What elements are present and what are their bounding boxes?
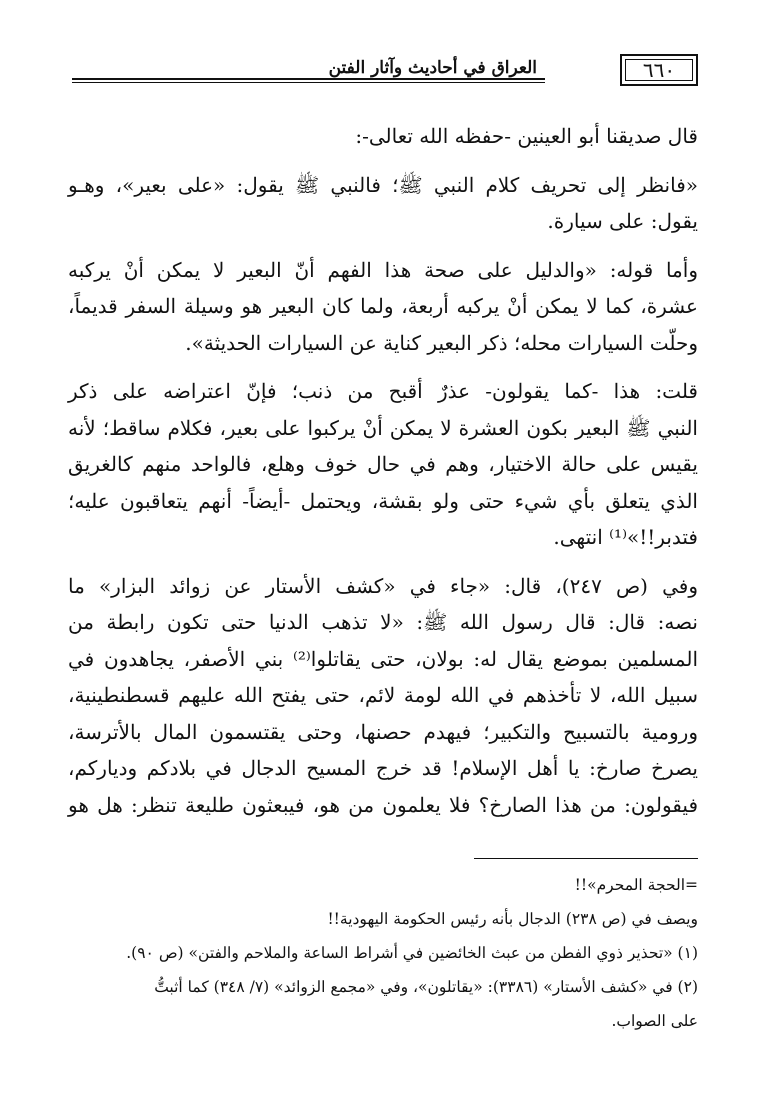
text-line: وفي (ص ٢٤٧)، قال: «جاء في «كشف الأستار عن زوائد البزار» ما: [68, 573, 698, 598]
footnote-line: =الحجة المحرم»!!: [574, 876, 698, 894]
text-line: ورومية بالتسبيح والتكبير؛ فيهدم حصنها، وحتى يقتسمون المال بالأترسة،: [68, 719, 698, 744]
footnotes: [68, 868, 698, 1038]
page-number: ٦٦٠: [620, 54, 698, 86]
text-line: قلت: هذا -كما يقولون- عذرٌ أقبح من ذنب؛ فإنّ اعتراضه على ذكر: [68, 379, 698, 403]
header-rule: [72, 78, 545, 80]
footnote-separator: [474, 858, 698, 859]
text-line: قال صديقنا أبو العينين -حفظه الله تعالى-:: [355, 124, 698, 148]
text-line: عشرة، كما لا يمكن أنْ يركبه أربعة، ولما كان البعير هو وسيلة السفر قديماً،: [68, 294, 698, 318]
footnote-line: ويصف في (ص ٢٣٨) الدجال بأنه رئيس الحكومة اليهودية!!: [327, 910, 698, 928]
text-line: النبي ﷺ البعير بكون العشرة لا يمكن أنْ يركبوا على بعير، فكلام ساقط؛ لأنه: [68, 415, 698, 440]
text-line: سبيل الله، لا تأخذهم في الله لومة لائم، حتى يفتح الله عليهم قسطنطينية،: [68, 683, 698, 707]
header-rule-thin: [72, 82, 545, 83]
footnote-line: على الصواب.: [611, 1012, 698, 1030]
footnote-line: (٢) في «كشف الأستار» (٣٣٨٦): «يقاتلون»، وفي «مجمع الزوائد» (٧/ ٣٤٨) كما أثبتُّ: [154, 978, 698, 996]
text-line: وأما قوله: «والدليل على صحة هذا الفهم أنّ البعير لا يمكن أنْ يركبه: [68, 257, 698, 282]
text-line: المسلمين بموضع يقال له: بولان، حتى يقاتلوا⁽²⁾ بني الأصفر، يجاهدون في: [68, 646, 699, 671]
text-line: الذي يتعلق بأي شيء حتى ولو بقشة، ويحتمل -أيضاً- أنهم يتعاقبون عليه؛: [68, 488, 698, 513]
paragraph: [68, 568, 698, 824]
text-line: «فانظر إلى تحريف كلام النبي ﷺ؛ فالنبي ﷺ يقول: «على بعير»، وهـو: [68, 172, 698, 197]
paragraph: [68, 167, 698, 240]
main-text: [68, 118, 698, 835]
text-line: يقيس على حالة الاختيار، وهم في حال خوف وهلع، فالواحد منهم كالغريق: [68, 452, 698, 476]
paragraph: [68, 118, 698, 155]
text-line: نصه: قال: قال رسول الله ﷺ: «لا تذهب الدنيا حتى تكون رابطة من: [68, 610, 698, 634]
text-line: يصرخ صارخ: يا أهل الإسلام! قد خرج المسيح الدجال في بلادكم ودياركم،: [68, 756, 698, 780]
book-title: العراق في أحاديث وآثار الفتن: [323, 58, 543, 78]
footnote-line: (١) «تحذير ذوي الفطن من عبث الخائضين في أشراط الساعة والملاحم والفتن» (ص ٩٠).: [126, 944, 698, 962]
paragraph: [68, 252, 698, 362]
paragraph: [68, 373, 698, 556]
text-line: فتدبر!!»⁽¹⁾ انتهى.: [553, 525, 698, 549]
text-line: يقول: على سيارة.: [547, 209, 698, 233]
text-line: فيقولون: من هذا الصارخ؟ فلا يعلمون من هو، فيبعثون طليعة تنظر: هل هو: [68, 792, 698, 817]
text-line: وحلّت السيارات محله؛ ذكر البعير كناية عن السيارات الحديثة».: [185, 330, 698, 355]
running-header: [72, 52, 698, 94]
